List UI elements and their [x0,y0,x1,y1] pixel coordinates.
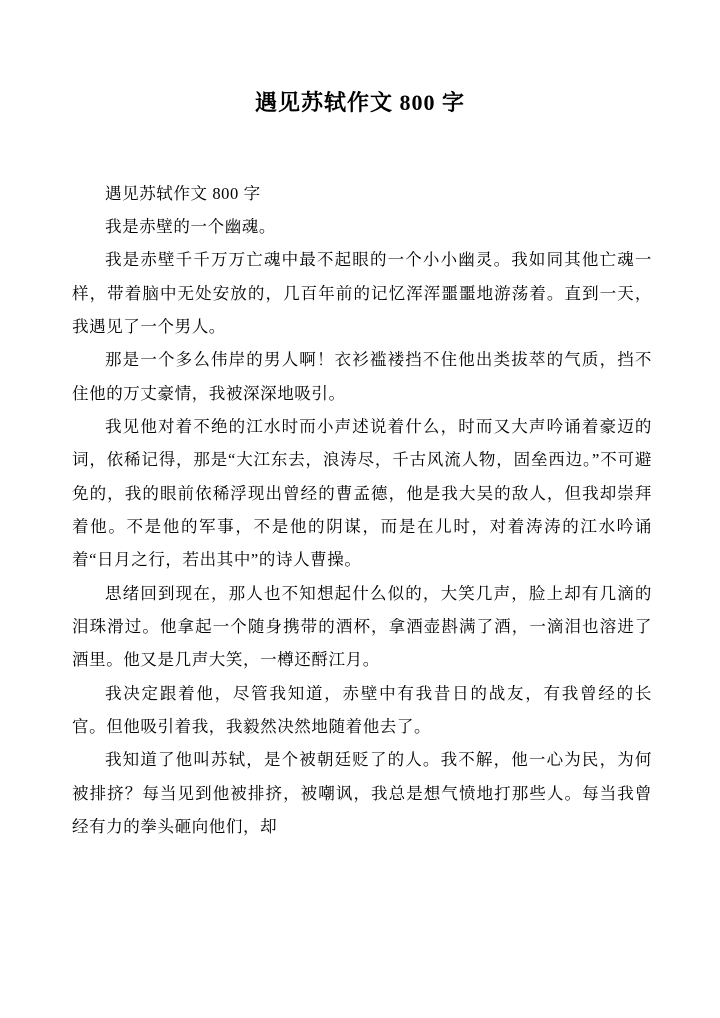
paragraph: 我决定跟着他，尽管我知道，赤壁中有我昔日的战友，有我曾经的长官。但他吸引着我，我毅然决然地随着他去了。 [72,683,652,737]
paragraph: 我知道了他叫苏轼，是个被朝廷贬了的人。我不解，他一心为民，为何被排挤？每当见到他被排挤，被嘲讽，我总是想气愤地打那些人。每当我曾经有力的拳头砸向他们，却 [72,750,652,837]
paragraph: 我是赤壁的一个幽魂。 [105,217,276,237]
page-title: 遇见苏轼作文 800 字 [254,90,465,115]
document-body [0,177,720,844]
paragraph: 那是一个多么伟岸的男人啊！衣衫褴褛挡不住他出类拔萃的气质，挡不住他的万丈豪情，我被深深地吸引。 [72,350,652,403]
paragraph: 我是赤壁千千万万亡魂中最不起眼的一个小小幽灵。我如同其他亡魂一样，带着脑中无处安放的，几百年前的记忆浑浑噩噩地游荡着。直到一天，我遇见了一个男人。 [72,250,652,337]
paragraph: 思绪回到现在，那人也不知想起什么似的，大笑几声，脸上却有几滴的泪珠滑过。他拿起一个随身携带的酒杯，拿酒壶斟满了酒，一滴泪也溶进了酒里。他又是几声大笑，一樽还酹江月。 [72,583,652,670]
paragraph: 我见他对着不绝的江水时而小声述说着什么，时而又大声吟诵着豪迈的词，依稀记得，那是“大江东去，浪涛尽，千古风流人物，固垒西边。”不可避免的，我的眼前依稀浮现出曾经的曹孟德，他是我大吴的敌人，但我却崇拜着他。不是他的军事，不是他的阴谋，而是在儿时，对着涛涛的江水吟诵着“日月之行，若出其中”的诗人曹操。 [72,417,652,570]
paragraph: 遇见苏轼作文 800 字 [105,183,261,203]
